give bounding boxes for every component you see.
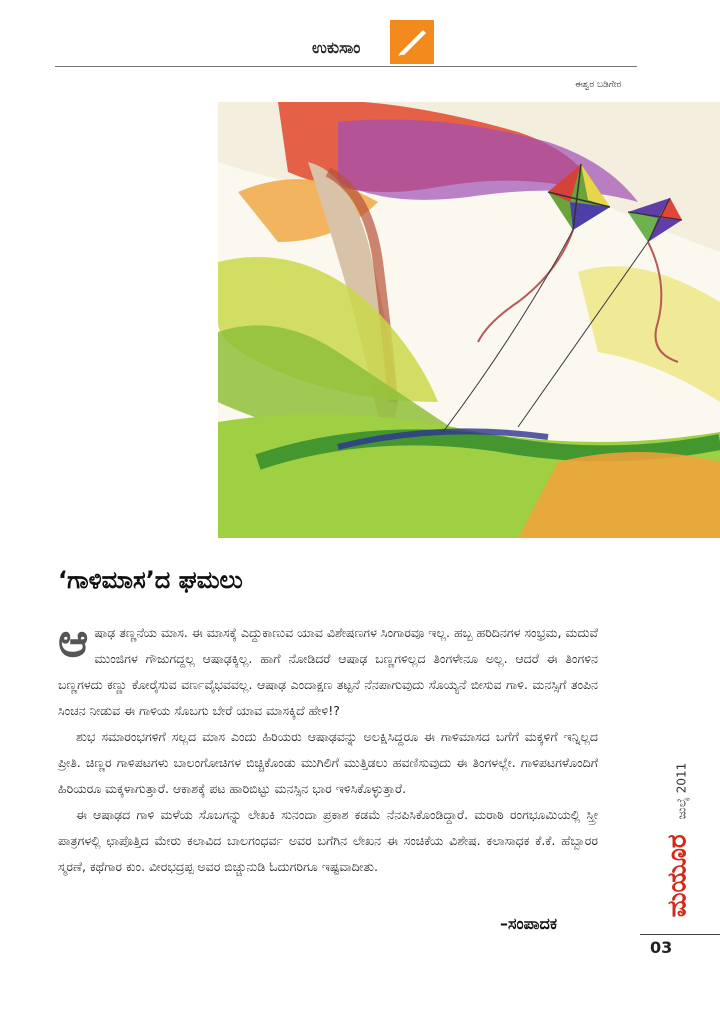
quill-pen-icon: [390, 20, 434, 64]
magazine-brand: ಮಯೂರ: [662, 834, 693, 918]
paragraph-1: [58, 613, 598, 724]
page-number-rule: [640, 934, 720, 935]
paragraph-1-text: ಷಾಢ ತಣ್ಣನೆಯ ಮಾಸ. ಈ ಮಾಸಕ್ಕೆ ಎದ್ದುಕಾಣುವ ಯಾವ ವಿಶೇಷಣಗಳ ಸಿಂಗಾರವೂ ಇಲ್ಲ. ಹಬ್ಬ ಹರಿದಿನಗಳ ಸಂಭ್ರಮ, ಮದುವೆ ಮುಂಜಿಗಳ ಗೌಜುಗದ್ದಲ್ಲ ಆಷಾಢಕ್ಕಿಲ್ಲ. ಹಾಗೆ ನೋಡಿದರೆ ಆಷಾಢ ಬಣ್ಣಗಳಿಲ್ಲದ ತಿಂಗಳೇನೂ ಅಲ್ಲ. ಆದರೆ ಈ ತಿಂಗಳಿನ ಬಣ್ಣಗಳದು ಕಣ್ಣು ಕೋರೈಸುವ ವರ್ಣವೈಭವವಲ್ಲ. ಆಷಾಢ ಎಂದಾಕ್ಷಣ ತಟ್ಟನೆ ನೆನಪಾಗುವುದು ಸೊಯ್ಯನೆ ಬೀಸುವ ಗಾಳಿ. ಮನಸ್ಸಿಗೆ ತಂಪಿನ ಸಿಂಚನ ನೀಡುವ ಈ ಗಾಳಿಯ ಸೊಬಗು ಬೇರೆ ಯಾವ ಮಾಸಕ್ಕಿದೆ ಹೇಳಿ!?: [58, 625, 598, 718]
kite-illustration: [218, 102, 720, 538]
issue-date: ಜುಲೈ 2011: [674, 762, 689, 820]
paragraph-2: ಶುಭ ಸಮಾರಂಭಗಳಿಗೆ ಸಲ್ಲದ ಮಾಸ ಎಂದು ಹಿರಿಯರು ಆಷಾಢವನ್ನು ಅಲಕ್ಷಿಸಿದ್ದರೂ ಈ ಗಾಳಿಮಾಸದ ಬಗೆಗೆ ಮಕ್ಕಳಿಗೆ ಇನ್ನಿಲ್ಲದ ಪ್ರೀತಿ. ಚಿಣ್ಣರ ಗಾಳಿಪಟಗಳು ಬಾಲಂಗೋಚಿಗಳ ಬಿಚ್ಚಿಕೊಂಡು ಮುಗಿಲಿಗೆ ಮುತ್ತಿಡಲು ಹವಣಿಸುವುದು ಈ ತಿಂಗಳಲ್ಲೇ. ಗಾಳಿಪಟಗಳೊಂದಿಗೆ ಹಿರಿಯರೂ ಮಕ್ಕಳಾಗುತ್ತಾರೆ. ಆಕಾಶಕ್ಕೆ ಪಟ ಹಾರಿಬಿಟ್ಟು ಮನಸ್ಸಿನ ಭಾರ ಇಳಿಸಿಕೊಳ್ಳುತ್ತಾರೆ.: [58, 729, 598, 796]
page-number: 03: [650, 938, 673, 957]
page-header: [0, 0, 720, 70]
illustrator-credit: ಈಶ್ವರ ಬಡಿಗೇರ: [575, 80, 622, 90]
header-title: ಉಕುಸಾಂ: [312, 38, 361, 57]
article-headline: ‘ಗಾಳಿಮಾಸ’ದ ಘಮಲು: [58, 566, 243, 594]
editor-signature: –ಸಂಪಾದಕ: [500, 914, 558, 933]
header-divider: [55, 66, 637, 67]
paragraph-3: ಈ ಆಷಾಢದ ಗಾಳಿ ಮಳೆಯ ಸೊಬಗನ್ನು ಲೇಖಕಿ ಸುನಂದಾ ಪ್ರಕಾಶ ಕಡಮೆ ನೆನಪಿಸಿಕೊಂಡಿದ್ದಾರೆ. ಮರಾಠಿ ರಂಗಭೂಮಿಯಲ್ಲಿ ಸ್ತ್ರೀ ಪಾತ್ರಗಳಲ್ಲಿ ಛಾಪೊತ್ತಿದ ಮೇರು ಕಲಾವಿದ ಬಾಲಗಂಧರ್ವ ಅವರ ಬಗೆಗಿನ ಲೇಖನ ಈ ಸಂಚಿಕೆಯ ವಿಶೇಷ. ಕಲಾಸಾಧಕ ಕೆ.ಕೆ. ಹೆಬ್ಬಾರರ ಸ್ಮರಣೆ, ಕಥೆಗಾರ ಕುಂ. ವೀರಭದ್ರಪ್ಪ ಅವರ ಬಿಚ್ಚುನುಡಿ ಓದುಗರಿಗೂ ಇಷ್ಟವಾದೀತು.: [58, 807, 598, 874]
drop-cap: ಆ: [58, 613, 89, 667]
editorial-body: [58, 613, 598, 880]
magazine-sidebar: [662, 740, 693, 940]
